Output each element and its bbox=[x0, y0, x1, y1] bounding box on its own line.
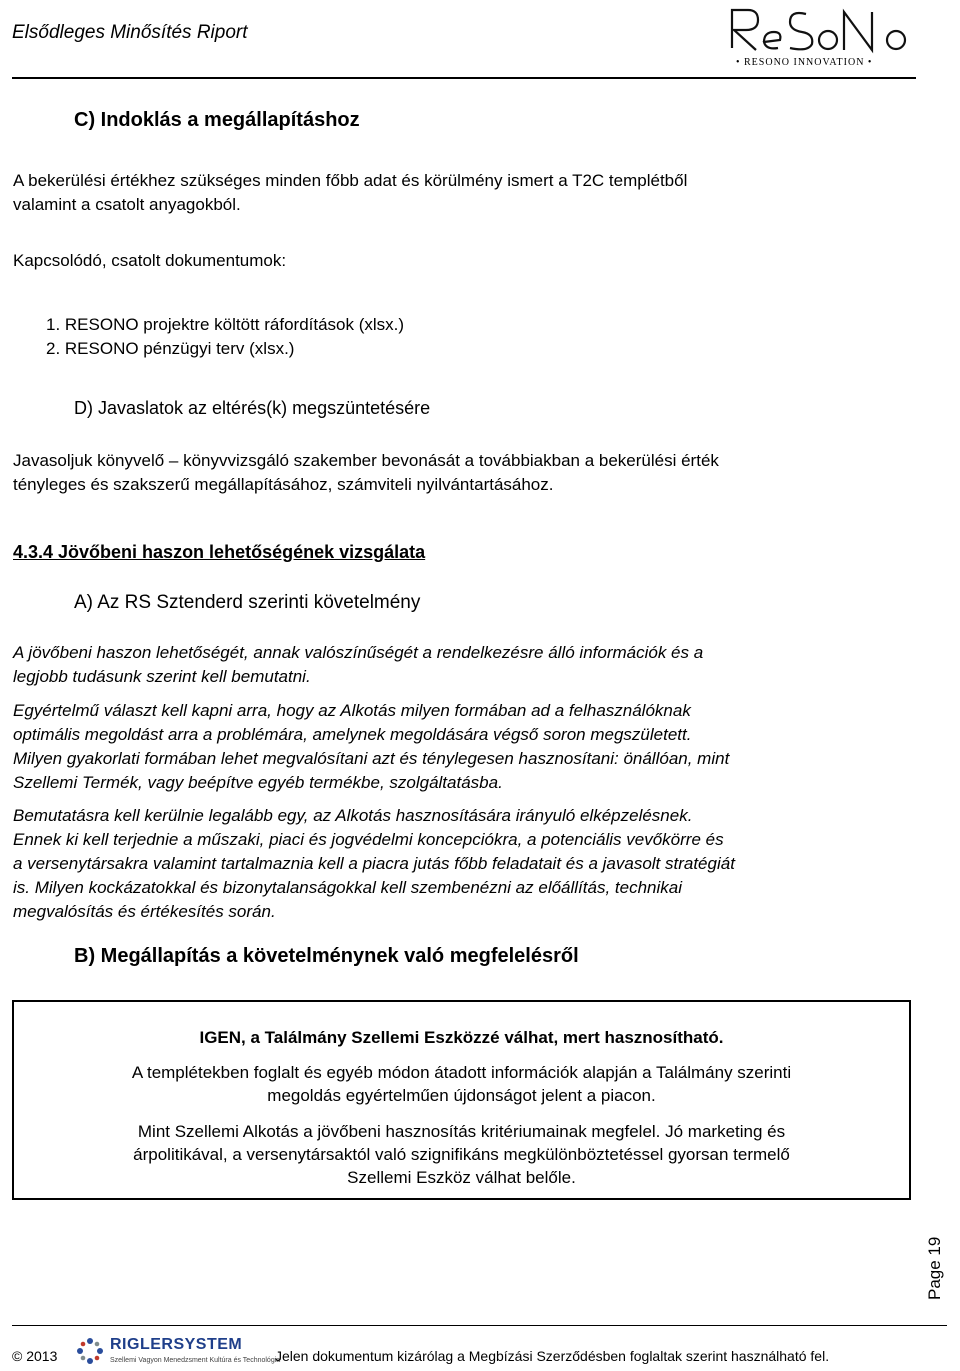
compliance-subheading: B) Megállapítás a követelménynek való megfelelésről bbox=[74, 945, 579, 967]
riglersystem-subtitle: Szellemi Vagyon Menedzsment Kultúra és Technológia bbox=[110, 1357, 281, 1364]
section-c-heading: C) Indoklás a megállapításhoz bbox=[74, 109, 360, 131]
header-divider bbox=[12, 77, 916, 79]
requirement-paragraph-1: A jövőbeni haszon lehetőségét, annak valószínűségét a rendelkezésre álló információk és a legjobb tudásunk szerint kell bemutatni. bbox=[13, 643, 704, 686]
attached-documents-label: Kapcsolódó, csatolt dokumentumok: bbox=[13, 251, 287, 270]
footer-copyright: © 2013 bbox=[12, 1348, 58, 1364]
footer-divider bbox=[12, 1325, 947, 1326]
attachment-item: 2. RESONO pénzügyi terv (xlsx.) bbox=[46, 339, 295, 358]
riglersystem-name: RIGLERSYSTEM bbox=[110, 1336, 243, 1353]
requirement-paragraph-2: Egyértelmű választ kell kapni arra, hogy az Alkotás milyen formában ad a felhasználóknak optimális megoldást arra a problémára, amelynek megoldására végső soron megszületett. Milyen gyakorlati formában lehet megvalósítani azt és ténylegesen hasznosítani: önállóan, mint Szellemi Termék, vagy beépítve egyéb termékbe, szolgáltatásba. bbox=[13, 701, 730, 792]
conclusion-headline: IGEN, a Találmány Szellemi Eszközzé válhat, mert hasznosítható. bbox=[199, 1028, 724, 1047]
logo-tagline: • RESONO INNOVATION • bbox=[736, 57, 873, 68]
section-434-heading: 4.3.4 Jövőbeni haszon lehetőségének vizsgálata bbox=[13, 542, 426, 562]
document-title: Elsődleges Minősítés Riport bbox=[12, 22, 248, 43]
footer-note: Jelen dokumentum kizárólag a Megbízási Szerződésben foglaltak szerint használható fel. bbox=[275, 1348, 830, 1364]
attachment-item: 1. RESONO projektre költött ráfordítások (xlsx.) bbox=[46, 315, 405, 334]
section-d-paragraph: Javasoljuk könyvelő – könyvvizsgáló szakember bevonását a továbbiakban a bekerülési érték tényleges és szakszerű megállapításához, számviteli nyilvántartásához. bbox=[13, 451, 719, 494]
section-d-heading: D) Javaslatok az eltérés(k) megszüntetésére bbox=[74, 398, 431, 418]
requirement-subheading: A) Az RS Sztenderd szerinti követelmény bbox=[74, 592, 421, 613]
riglersystem-logo-icon bbox=[75, 1336, 105, 1366]
section-c-paragraph: A bekerülési értékhez szükséges minden főbb adat és körülmény ismert a T2C templétből valamint a csatolt anyagokból. bbox=[13, 171, 688, 214]
requirement-paragraph-3: Bemutatásra kell kerülnie legalább egy, az Alkotás hasznosítására irányuló elképzelésnek. Ennek ki kell terjednie a műszaki, piaci és jogvédelmi koncepciókra, a potenciális vevőkörre és a versenytársakra valamint tartalmaznia kell a piacra jutás főbb feladatait és a javasolt stratégiát is. Milyen kockázatokkal és bizonytalanságokkal kell szembenézni az előállítás, technikai megvalósítás és értékesítés során. bbox=[13, 806, 735, 921]
page-number: Page 19 bbox=[925, 1236, 944, 1300]
conclusion-paragraph-2: Mint Szellemi Alkotás a jövőbeni hasznosítás kritériumainak megfelel. Jó marketing és árpolitikával, a versenytársaktól való szignifikáns megkülönböztetéssel gyorsan termelő Szellemi Eszköz válhat belőle. bbox=[133, 1122, 790, 1187]
conclusion-paragraph-1: A templétekben foglalt és egyéb módon átadott információk alapján a Találmány szerinti megoldás egyértelműen újdonságot jelent a piacon. bbox=[131, 1063, 792, 1105]
